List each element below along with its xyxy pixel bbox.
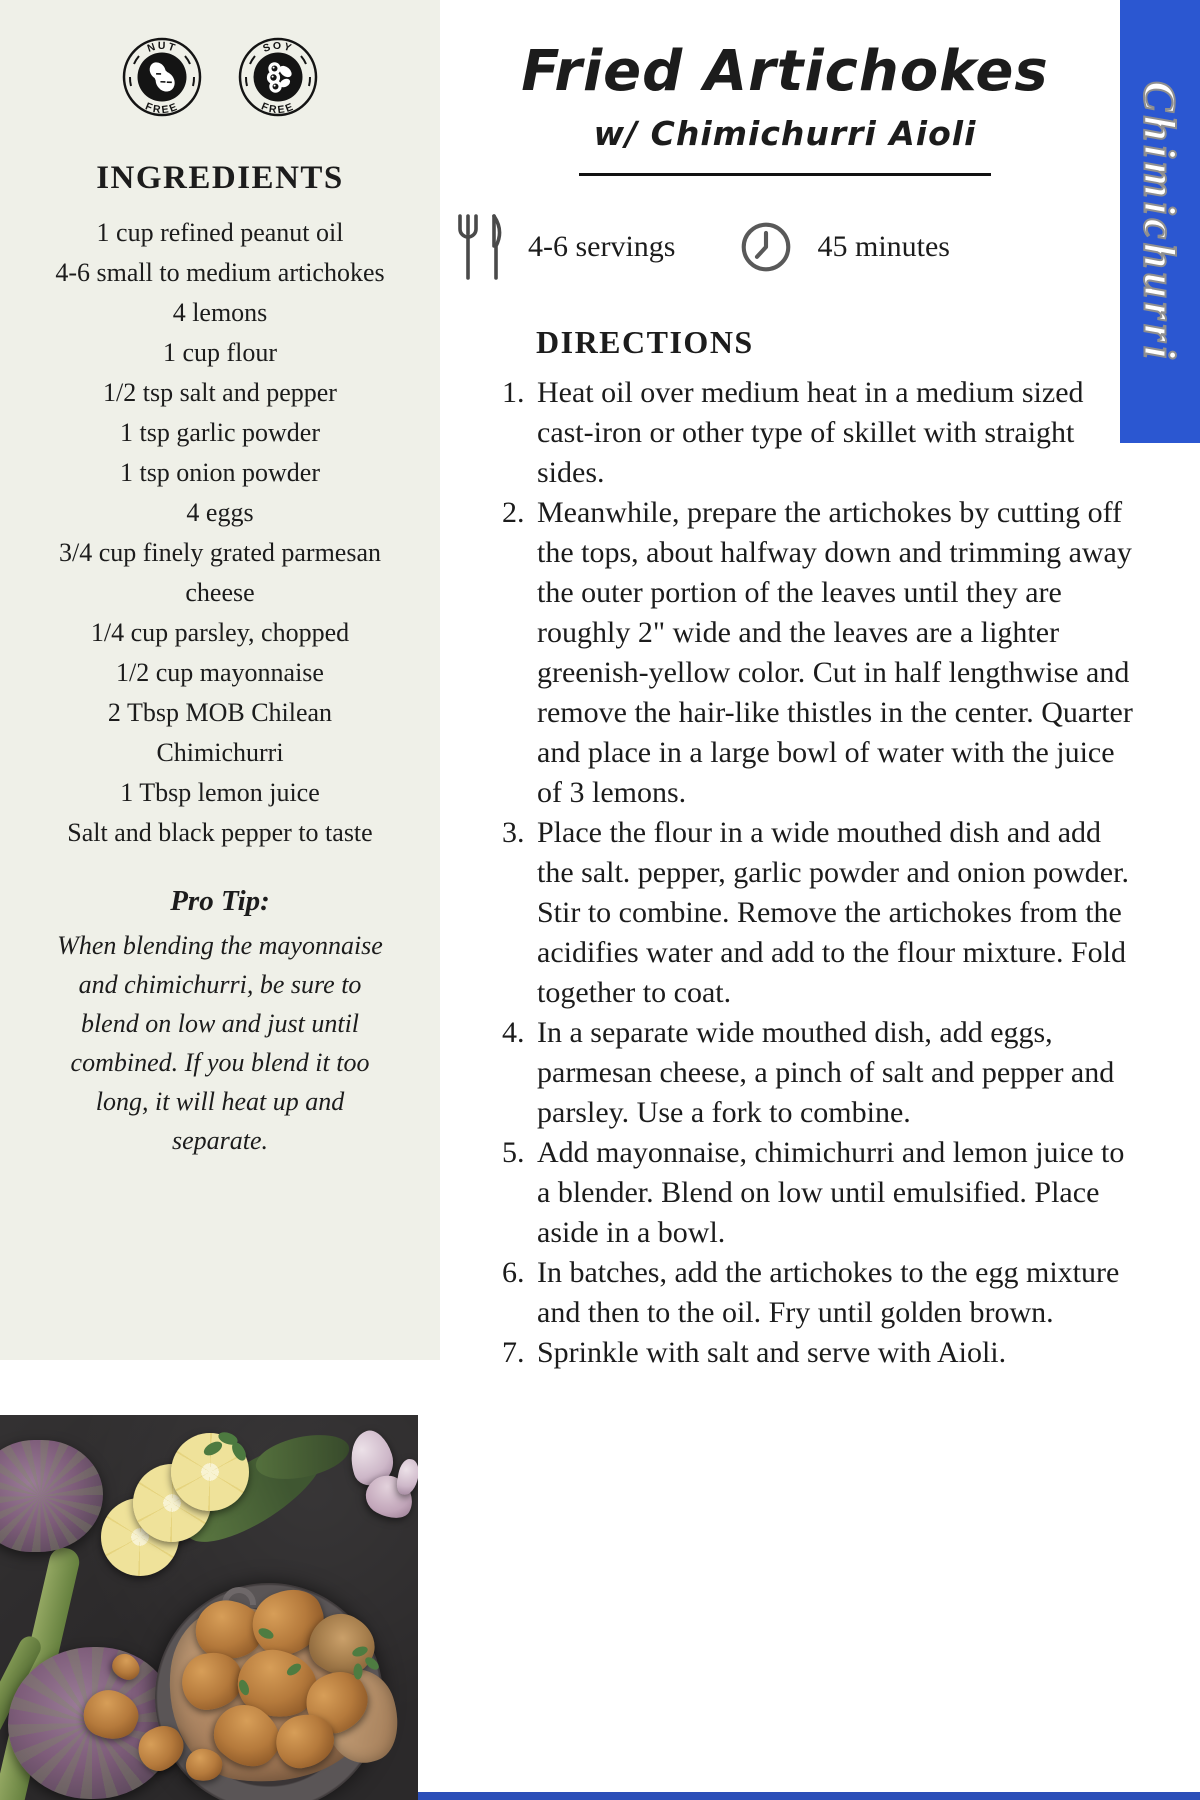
recipe-meta-row <box>452 212 1200 282</box>
ingredient-item: 1 tsp onion powder <box>119 458 321 487</box>
badge-top-label: NUT <box>145 39 179 55</box>
directions-title: DIRECTIONS <box>536 324 754 361</box>
herb-sprig <box>354 1664 363 1680</box>
direction-step: Sprinkle with salt and serve with Aioli. <box>537 1336 1007 1370</box>
ingredient-item: 3/4 cup finely grated parmesan cheese <box>59 538 381 607</box>
ingredient-item: 1 cup flour <box>162 338 278 367</box>
artichoke-illustration <box>0 1440 103 1552</box>
time-label: 45 minutes <box>817 230 950 264</box>
banner-label: Chimichurri <box>1134 80 1186 363</box>
ingredient-item: 4-6 small to medium artichokes <box>55 258 385 287</box>
garlic-clove <box>395 1458 418 1497</box>
direction-step: In batches, add the artichokes to the egg mixture and then to the oil. Fry until golden brown. <box>537 1256 1120 1330</box>
title-underline <box>579 173 991 176</box>
pro-tip-text: When blending the mayonnaise and chimichurri, be sure to blend on low and just until combined. If you blend it too long, it will heat up and separate. <box>57 931 383 1155</box>
recipe-title: Fried Artichokes <box>521 39 1049 104</box>
fork-knife-icon <box>452 212 510 282</box>
ingredients-list <box>44 213 396 853</box>
recipe-photo <box>0 1415 418 1800</box>
ingredient-item: 1/2 cup mayonnaise <box>116 658 324 687</box>
nut-free-badge-icon <box>121 36 203 118</box>
ingredient-item: 1/4 cup parsley, chopped <box>90 618 350 647</box>
recipe-subtitle: w/ Chimichurri Aioli <box>593 114 977 154</box>
recipe-main <box>440 0 1200 1373</box>
chimichurri-banner <box>1120 0 1200 443</box>
pro-tip-title: Pro Tip: <box>170 885 270 917</box>
badge-top-label: SOY <box>261 40 295 55</box>
badge-bottom-label: FREE <box>259 100 297 117</box>
ingredient-item: 1 Tbsp lemon juice <box>120 778 320 807</box>
bottom-accent-bar <box>418 1792 1200 1800</box>
ingredients-sidebar <box>0 0 440 1360</box>
direction-step: Heat oil over medium heat in a medium sized cast-iron or other type of skillet with straight sides. <box>537 376 1084 490</box>
ingredient-item: 1/2 tsp salt and pepper <box>103 378 337 407</box>
ingredient-item: Salt and black pepper to taste <box>67 818 373 847</box>
ingredient-item: 1 cup refined peanut oil <box>96 218 344 247</box>
ingredient-item: 1 tsp garlic powder <box>119 418 320 447</box>
ingredient-item: 2 Tbsp MOB Chilean Chimichurri <box>107 698 333 767</box>
title-block <box>440 40 1130 176</box>
servings-label: 4-6 servings <box>528 230 676 264</box>
allergen-badges <box>0 0 440 118</box>
direction-step: Meanwhile, prepare the artichokes by cutting off the tops, about halfway down and trimming away the outer portion of the leaves until they are roughly 2" wide and the leaves are a lighter greenish-yellow color. Cut in half lengthwise and remove the hair-like thistles in the center. Quarter and place in a large bowl of water with the juice of 3 lemons. <box>537 496 1133 810</box>
ingredient-item: 4 lemons <box>172 298 268 327</box>
ingredient-item: 4 eggs <box>186 498 254 527</box>
direction-step: Add mayonnaise, chimichurri and lemon juice to a blender. Blend on low until emulsified. Place aside in a bowl. <box>537 1136 1125 1250</box>
direction-step: In a separate wide mouthed dish, add eggs, parmesan cheese, a pinch of salt and pepper and parsley. Use a fork to combine. <box>537 1016 1115 1130</box>
directions-list <box>500 373 1136 1373</box>
clock-icon <box>733 214 799 280</box>
badge-bottom-label: FREE <box>143 100 181 117</box>
soy-free-badge-icon <box>237 36 319 118</box>
ingredients-title: INGREDIENTS <box>96 160 344 196</box>
direction-step: Place the flour in a wide mouthed dish and add the salt. pepper, garlic powder and onion powder. Stir to combine. Remove the artichokes from the acidifies water and add to the flour mixture. Fold together to coat. <box>537 816 1129 1010</box>
